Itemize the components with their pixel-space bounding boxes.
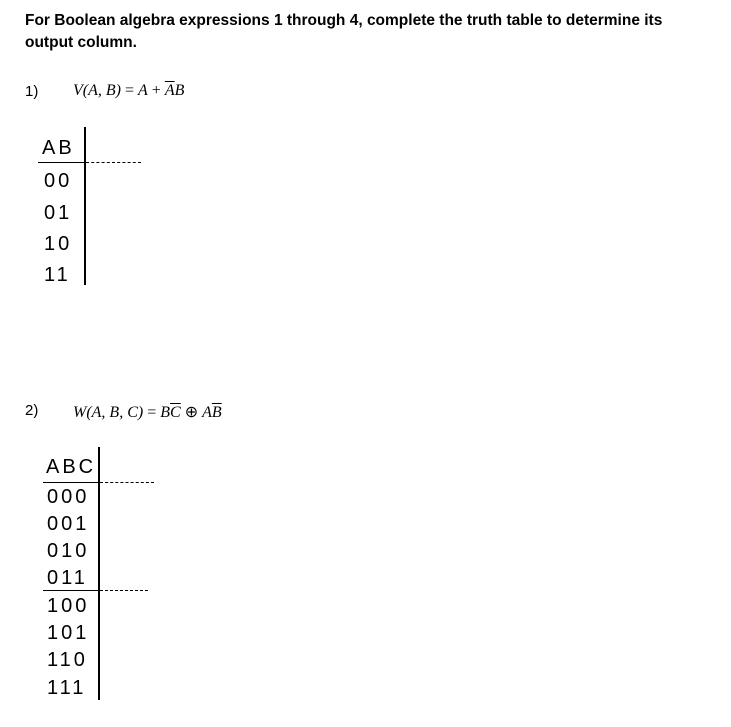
truth-table-2-output-dash-mid bbox=[100, 590, 148, 591]
truth-table-1-output-dash bbox=[86, 162, 141, 163]
truth-table-1-row: 11 bbox=[44, 264, 71, 286]
problem-1-number: 1) bbox=[25, 83, 39, 100]
truth-table-2-header-rule bbox=[43, 482, 98, 483]
truth-table-2-output-dash-top bbox=[100, 482, 154, 483]
problem-2-number: 2) bbox=[25, 402, 39, 419]
truth-table-2-row: 101 bbox=[47, 622, 90, 644]
p2-lhs: W(A, B, C) bbox=[73, 404, 144, 421]
p1-lhs: V(A, B) bbox=[73, 82, 121, 99]
truth-table-1-header: AB bbox=[42, 137, 75, 159]
instructions-line-1: For Boolean algebra expressions 1 through 4, complete the truth table to determine its bbox=[25, 12, 663, 29]
truth-table-2-row: 000 bbox=[47, 486, 90, 508]
truth-table-2-row: 010 bbox=[47, 540, 90, 562]
p2-term-b-bar: $\overline{B}$ bbox=[211, 404, 222, 421]
truth-table-2-header: ABC bbox=[46, 456, 97, 478]
truth-table-1-divider bbox=[84, 127, 86, 285]
truth-table-1-row: 10 bbox=[44, 233, 73, 255]
p1-term-a-bar: $\overline{A}$ bbox=[164, 82, 175, 99]
truth-table-1-row: 00 bbox=[44, 170, 73, 192]
instructions-line-2: output column. bbox=[25, 34, 137, 51]
p1-plus: + bbox=[151, 82, 161, 99]
p2-term-b: B bbox=[160, 404, 171, 421]
truth-table-2-divider bbox=[98, 447, 100, 700]
problem-1-expression bbox=[73, 82, 184, 100]
p2-xor: ⊕ bbox=[184, 404, 199, 421]
truth-table-1-header-rule bbox=[38, 162, 84, 163]
truth-table-2-row: 110 bbox=[47, 649, 88, 671]
p1-term-b: B bbox=[174, 82, 185, 99]
truth-table-2-row: 111 bbox=[47, 677, 87, 699]
p2-term-c-bar: $\overline{C}$ bbox=[170, 404, 181, 421]
truth-table-2-row: 100 bbox=[47, 595, 90, 617]
truth-table-2-mid-rule bbox=[43, 590, 98, 591]
truth-table-2-row: 001 bbox=[47, 513, 90, 535]
truth-table-2-row: 011 bbox=[47, 567, 88, 589]
p1-eq: = bbox=[124, 82, 135, 99]
p1-term-a: A bbox=[138, 82, 148, 99]
problem-2-expression bbox=[73, 402, 222, 422]
instructions bbox=[25, 10, 705, 54]
p2-term-a: A bbox=[202, 404, 212, 421]
truth-table-1-row: 01 bbox=[44, 202, 73, 224]
p2-eq: = bbox=[147, 404, 157, 421]
